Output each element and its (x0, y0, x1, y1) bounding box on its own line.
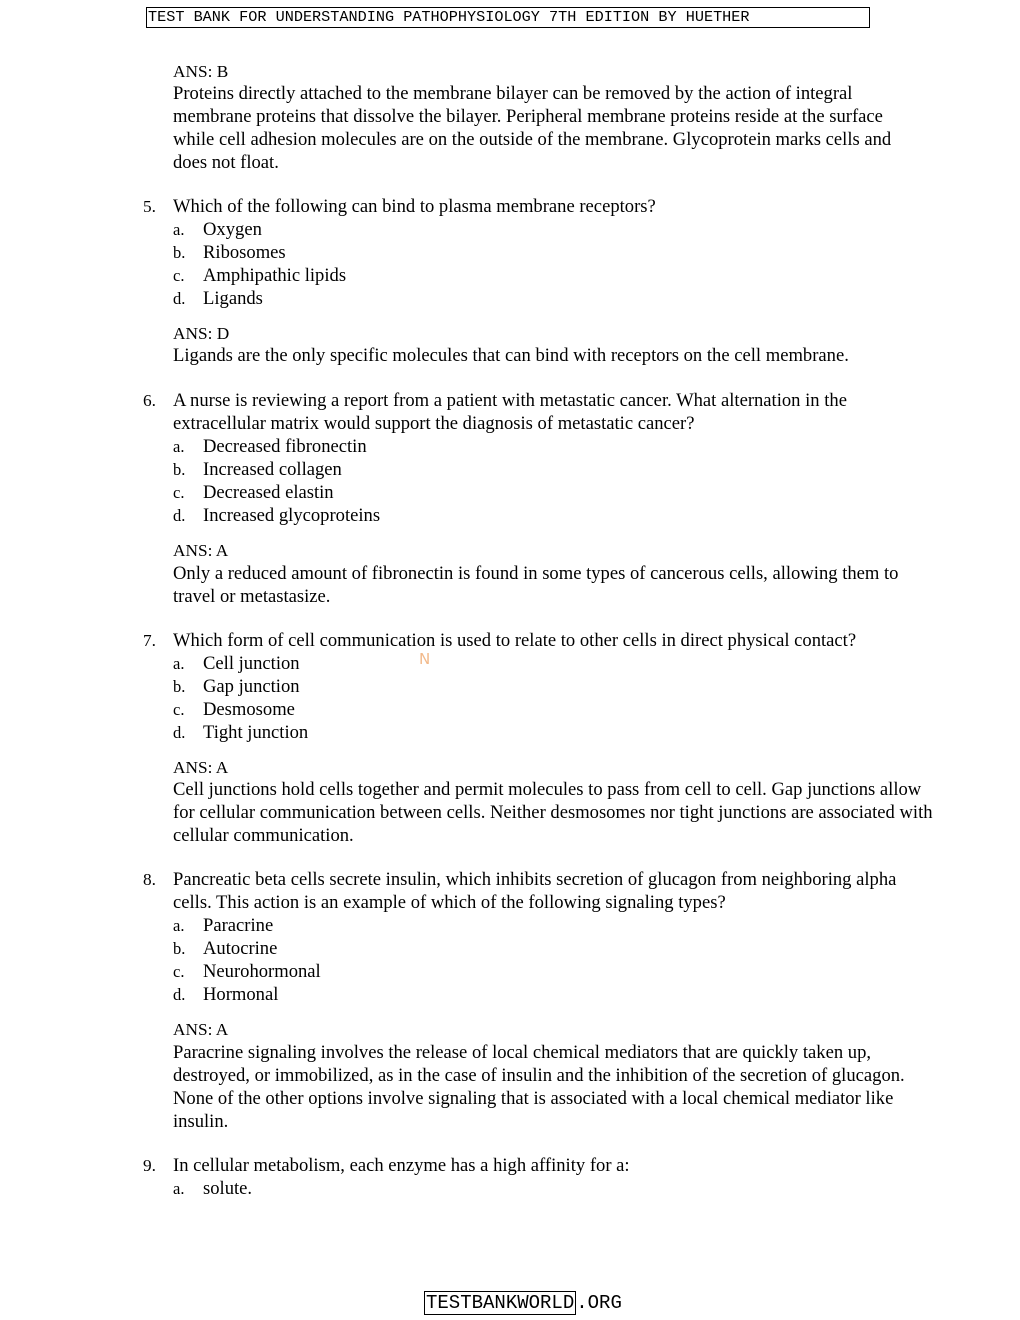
answer-key: ANS: A (173, 1020, 229, 1039)
answer-rationale: Cell junctions hold cells together and permit molecules to pass from cell to cell. Gap junctions allow for cellular communication between cells. Neither desmosomes nor tight junctions are associated with cellular communication. (173, 779, 933, 846)
question-text: Which of the following can bind to plasma membrane receptors? (173, 196, 656, 217)
option-letter: d. (173, 723, 186, 742)
question-number: 9. (143, 1156, 156, 1175)
option-letter: c. (173, 266, 185, 285)
question-text: In cellular metabolism, each enzyme has a high affinity for a: (173, 1155, 630, 1176)
answer-rationale: Paracrine signaling involves the release of local chemical mediators that are quickly taken up, destroyed, or immobilized, as in the case of insulin and the inhibition of the secretion of glucagon. None of the other options involve signaling that is associated with a local chemical mediator like insulin. (173, 1042, 905, 1132)
option-letter: d. (173, 985, 186, 1004)
option-text: Decreased fibronectin (203, 436, 367, 457)
option-text: Ligands (203, 288, 263, 309)
option-text: Hormonal (203, 984, 279, 1005)
answer-key: ANS: B (173, 62, 229, 81)
answer-key: ANS: D (173, 324, 230, 343)
document-header-title: TEST BANK FOR UNDERSTANDING PATHOPHYSIOLOGY 7TH EDITION BY HUETHER (146, 7, 870, 28)
option-text: Increased glycoproteins (203, 505, 381, 526)
option-letter: a. (173, 916, 185, 935)
option-letter: d. (173, 289, 186, 308)
question-number: 5. (143, 197, 156, 216)
footer-suffix: .ORG (576, 1292, 622, 1314)
question-text: Pancreatic beta cells secrete insulin, which inhibits secretion of glucagon from neighboring alpha cells. This action is an example of which of the following signaling types? (173, 869, 897, 913)
question-text: Which form of cell communication is used to relate to other cells in direct physical contact? (173, 630, 857, 651)
option-text: Neurohormonal (203, 961, 321, 982)
footer-boxed-text: TESTBANKWORLD (426, 1292, 575, 1314)
option-letter: b. (173, 677, 186, 696)
option-text: Tight junction (203, 722, 309, 743)
option-letter: c. (173, 483, 185, 502)
option-letter: d. (173, 506, 186, 525)
question-number: 8. (143, 870, 156, 889)
question-number: 6. (143, 391, 156, 410)
answer-rationale: Only a reduced amount of fibronectin is found in some types of cancerous cells, allowing them to travel or metastasize. (173, 563, 899, 607)
watermark-n-glyph: N (419, 650, 431, 668)
option-letter: a. (173, 220, 185, 239)
option-text: Cell junction (203, 653, 300, 674)
option-text: Autocrine (203, 938, 278, 959)
answer-rationale: Ligands are the only specific molecules that can bind with receptors on the cell membrane. (173, 345, 849, 366)
option-text: Decreased elastin (203, 482, 334, 503)
answer-rationale: Proteins directly attached to the membrane bilayer can be removed by the action of integral membrane proteins that dissolve the bilayer. Peripheral membrane proteins reside at the surface while cell adhesion molecules are on the outside of the membrane. Glycoprotein marks cells and does not float. (173, 83, 892, 173)
option-letter: a. (173, 1179, 185, 1198)
option-letter: b. (173, 939, 186, 958)
option-text: solute. (203, 1178, 253, 1199)
option-text: Paracrine (203, 915, 274, 936)
option-letter: b. (173, 243, 186, 262)
option-text: Amphipathic lipids (203, 265, 347, 286)
option-letter: a. (173, 654, 185, 673)
option-text: Desmosome (203, 699, 295, 720)
option-letter: b. (173, 460, 186, 479)
question-text: A nurse is reviewing a report from a patient with metastatic cancer. What alternation in the extracellular matrix would support the diagnosis of metastatic cancer? (173, 390, 847, 434)
option-letter: c. (173, 700, 185, 719)
option-text: Increased collagen (203, 459, 342, 480)
option-letter: c. (173, 962, 185, 981)
answer-key: ANS: A (173, 541, 229, 560)
option-letter: a. (173, 437, 185, 456)
question-number: 7. (143, 631, 156, 650)
option-text: Gap junction (203, 676, 300, 697)
option-text: Ribosomes (203, 242, 286, 263)
option-text: Oxygen (203, 219, 262, 240)
footer-site-name (424, 1291, 622, 1315)
answer-key: ANS: A (173, 758, 229, 777)
